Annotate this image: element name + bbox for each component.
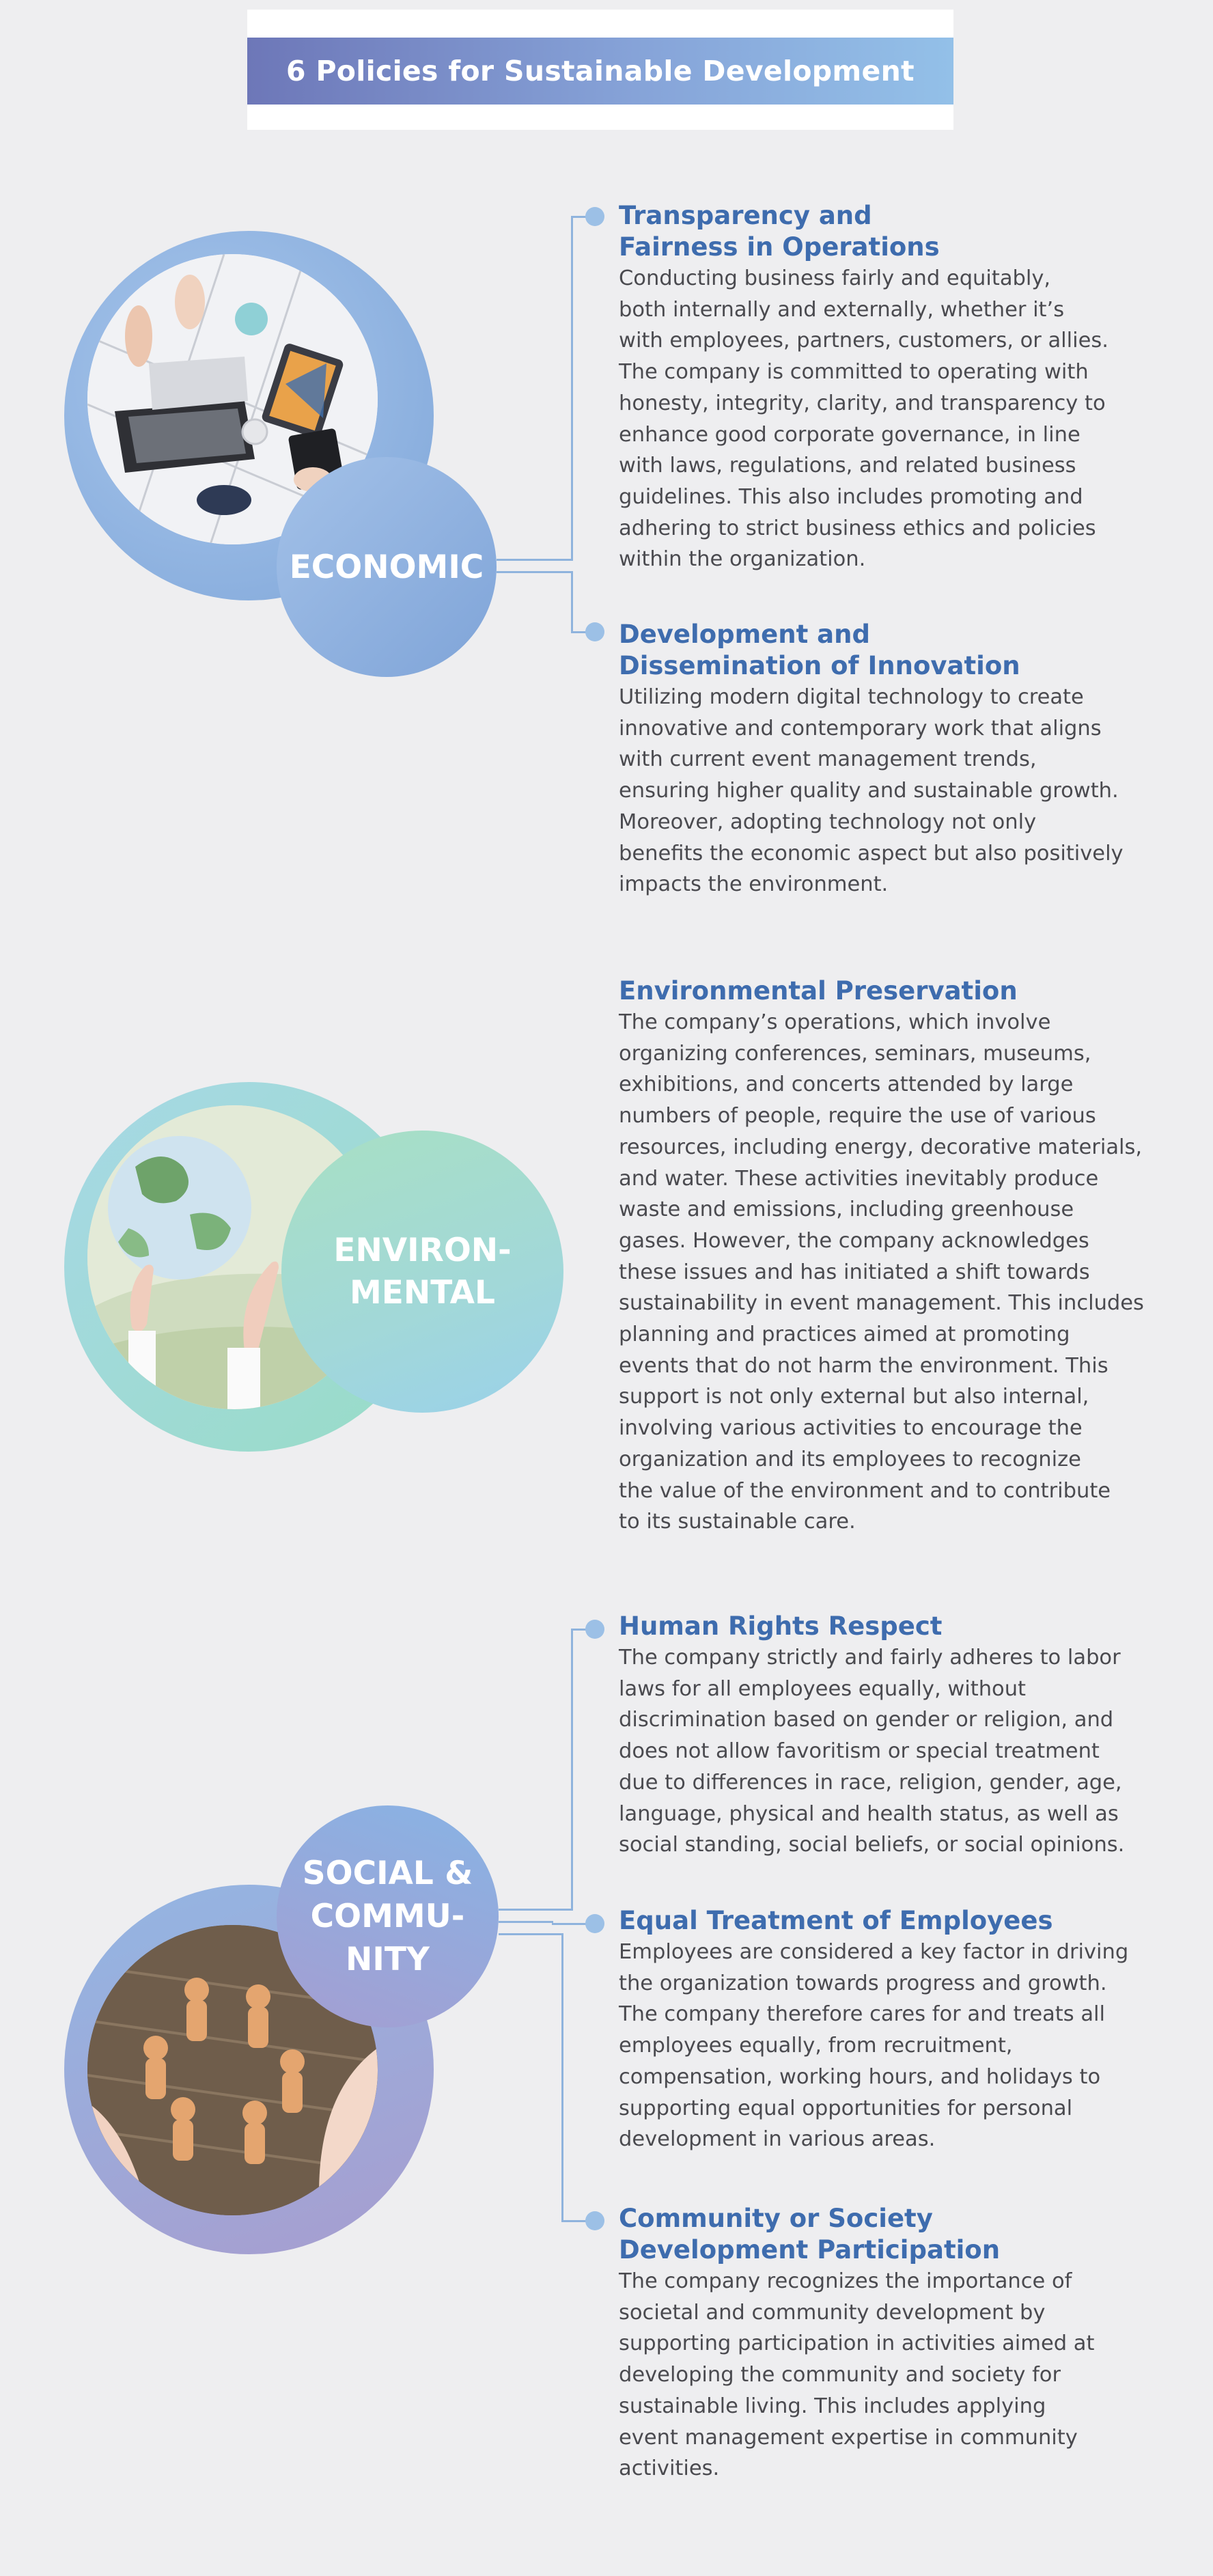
economic-label-circle — [277, 457, 497, 677]
policy-title: Environmental Preservation — [619, 976, 1018, 1006]
connector-line — [497, 571, 572, 573]
policy-title: Transparency and Fairness in Operations — [619, 201, 940, 262]
policy-title: Development and Dissemination of Innovation — [619, 620, 1020, 680]
policy-body: The company strictly and fairly adheres to labor laws for all employees equally, without discrimination based on gender or religion, and does not allow favoritism or special treatment due to differences in race, religion, gender, age, language, physical and health status, as well as social standing, social beliefs, or social opinions. — [619, 1646, 1125, 1857]
policy-human-rights — [619, 1611, 1165, 1861]
header-banner — [247, 38, 953, 105]
policy-transparency — [619, 200, 1165, 575]
bullet-dot — [585, 622, 604, 641]
policy-body: The company recognizes the importance of societal and community development by supporting participation in activities aimed at developing the community and society for sustainable living. This includes applying event management expertise in community activities. — [619, 2269, 1095, 2481]
policy-title: Equal Treatment of Employees — [619, 1906, 1053, 1935]
policy-body: Utilizing modern digital technology to create innovative and contemporary work that aligns with current event management trends, ensuring higher quality and sustainable growth. Moreover, adopting technology not only benefits the economic aspect but also positively impacts the environment. — [619, 685, 1124, 897]
policy-innovation — [619, 619, 1165, 900]
social-label-line3: NITY — [346, 1941, 430, 1978]
bullet-dot — [585, 1620, 604, 1639]
environmental-label-line2: MENTAL — [350, 1273, 495, 1312]
policy-title: Human Rights Respect — [619, 1611, 943, 1641]
connector-line — [561, 1933, 563, 2221]
economic-label: ECONOMIC — [289, 548, 484, 586]
bullet-dot — [585, 1914, 604, 1933]
social-label-line2: COMMU- — [310, 1898, 465, 1935]
social-label-line1: SOCIAL & — [302, 1855, 473, 1892]
connector-line — [499, 1921, 553, 1923]
page-title: 6 Policies for Sustainable Development — [286, 55, 915, 87]
connector-line — [571, 571, 573, 633]
policy-body: The company’s operations, which involve organizing conferences, seminars, museums, exhibitions, and concerts attended by large numbers of people, require the use of various resources, including energy, decorative materials, and water. These activities inevitably produce waste and emissions, including greenhouse gases. However, the company acknowledges these issues and has initiated a shift towards sustainability in event management. This includes planning and practices aimed at promoting events that do not harm the environment. This support is not only external but also internal, involving various activities to encourage the organization and its employees to recognize the value of the environment and to contribute to its sustainable care. — [619, 1010, 1144, 1534]
connector-line — [499, 1933, 561, 1935]
environmental-label-line1: ENVIRON- — [333, 1231, 512, 1269]
connector-line — [571, 216, 573, 561]
connector-line — [497, 559, 572, 561]
bullet-dot — [585, 2211, 604, 2230]
policy-community — [619, 2203, 1165, 2484]
policy-title: Community or Society Development Participation — [619, 2204, 1001, 2265]
environmental-label-circle — [281, 1131, 563, 1413]
social-label-circle — [277, 1805, 499, 2027]
connector-line — [571, 1629, 573, 1911]
policy-environment — [619, 975, 1193, 1538]
policy-body: Conducting business fairly and equitably, both internally and externally, whether it’s with employees, partners, customers, or allies. The company is committed to operating with honesty, integrity, clarity, and transparency to enhance good corporate governance, in line with laws, regulations, and related business guidelines. This also includes promoting and adhering to strict business ethics and policies within the organization. — [619, 266, 1109, 572]
connector-line — [499, 1909, 572, 1911]
policy-body: Employees are considered a key factor in driving the organization towards progress and growth. The company therefore cares for and treats all employees equally, from recruitment, compensation, working hours, and holidays to supporting equal opportunities for personal development in various areas. — [619, 1940, 1129, 2152]
policy-equal-treatment — [619, 1905, 1165, 2155]
bullet-dot — [585, 207, 604, 226]
